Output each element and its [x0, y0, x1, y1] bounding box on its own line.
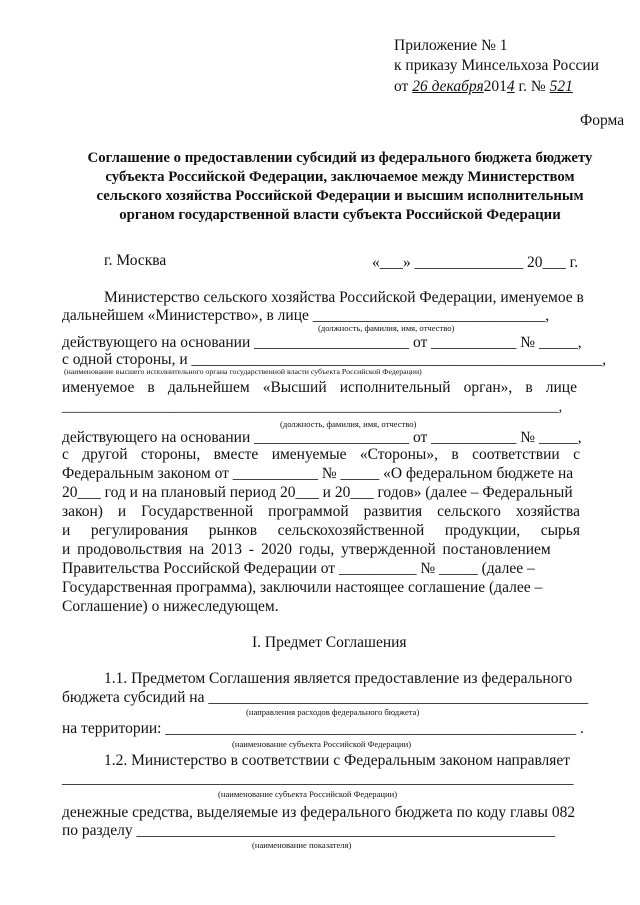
word: регулирования: [90, 522, 189, 539]
field-caption: (наименование показателя): [252, 840, 352, 850]
field-caption: (наименование высшего исполнительного органа государственной власти субъекта Российской Федерации): [64, 367, 422, 376]
word: стороны,: [140, 446, 201, 463]
word: Государственной: [141, 503, 254, 520]
word: вместе: [213, 446, 259, 463]
body-line: и продовольствия на 2013 - 2020 годы, утвержденной постановлением: [62, 541, 551, 558]
body-line: Правительства Российской Федерации от __________ № _____ (далее –: [62, 560, 535, 577]
word: развития: [363, 503, 423, 520]
body-line: дальнейшем «Министерство», в лице ______________________________,: [62, 307, 550, 324]
handwritten-year-digit: 4: [506, 78, 515, 95]
body-line: денежные средства, выделяемые из федерального бюджета по коду главы 082: [62, 804, 576, 821]
body-line: действующего на основании ____________________ от ___________ № _____,: [62, 334, 582, 351]
word: сырья: [540, 522, 580, 539]
body-line: Соглашение) о нижеследующем.: [62, 598, 279, 615]
word: рынков: [208, 522, 258, 539]
word: исполнительный: [339, 379, 451, 396]
word: другой: [82, 446, 128, 463]
word: закон): [62, 503, 103, 520]
word: в: [525, 379, 533, 396]
body-line: на территории: _____________________________________________________ .: [62, 720, 584, 737]
body-line-justified: [62, 522, 580, 540]
field-caption: (должность, фамилия, имя, отчество): [318, 323, 455, 333]
field-caption: (наименование субъекта Российской Федерации): [232, 739, 412, 749]
body-line: действующего на основании ____________________ от ___________ № _____,: [62, 429, 582, 446]
field-caption: (наименование субъекта Российской Федерации): [218, 789, 398, 799]
body-line: ______________________________________________________________________,: [62, 399, 563, 415]
word: хозяйства: [515, 503, 580, 520]
body-line: 1.1. Предметом Соглашения является предоставление из федерального: [104, 670, 573, 687]
word: соответствии: [472, 446, 560, 463]
order-date-line: [394, 78, 573, 96]
word: программой: [268, 503, 349, 520]
word: сельского: [437, 503, 501, 520]
word: лице: [545, 379, 577, 396]
order-reference-line: к приказу Минсельхоза России: [394, 57, 599, 74]
word: с: [62, 446, 69, 463]
word: дальнейшем: [167, 379, 250, 396]
word: с: [573, 446, 580, 463]
body-line-justified: [62, 446, 580, 464]
order-date-prefix: от: [394, 78, 409, 95]
handwritten-date: 26 декабря: [412, 78, 484, 95]
word: именуемое: [62, 379, 135, 396]
document-title-line-3: сельского хозяйства Российской Федерации и высшим исполнительным: [96, 188, 584, 204]
document-title-line-2: субъекта Российской Федерации, заключаемое между Министерством: [105, 169, 575, 185]
body-line: с одной стороны, и _____________________________________________________,: [62, 351, 607, 368]
body-line: по разделу ______________________________________________________: [62, 822, 556, 839]
handwritten-number: 521: [549, 78, 573, 95]
form-label: Форма: [580, 112, 625, 129]
body-line: __________________________________________________________________: [62, 770, 574, 787]
body-line: Государственная программа), заключили настоящее соглашение (далее –: [62, 579, 543, 596]
word: продукции,: [444, 522, 521, 539]
word: в: [147, 379, 155, 396]
body-line: 1.2. Министерство в соответствии с Федеральным законом направляет: [104, 752, 571, 769]
word: в: [451, 446, 459, 463]
order-number-label: г. №: [518, 78, 546, 95]
body-line: Министерство сельского хозяйства Российской Федерации, именуемое в: [104, 289, 584, 306]
field-caption: (должность, фамилия, имя, отчество): [280, 419, 417, 429]
word: сельскохозяйственной: [277, 522, 425, 539]
word: орган»,: [463, 379, 513, 396]
body-line-justified: [62, 379, 577, 397]
word: и: [117, 503, 127, 520]
body-line: 20___ год и на плановый период 20___ и 20___ годов» (далее – Федеральный: [62, 484, 573, 501]
word: «Высший: [262, 379, 327, 396]
section-heading: I. Предмет Соглашения: [252, 634, 407, 651]
body-line-justified: [62, 503, 580, 521]
place-of-signing: г. Москва: [104, 252, 167, 269]
appendix-line: Приложение № 1: [394, 37, 508, 54]
word: «Стороны»,: [359, 446, 438, 463]
body-line: бюджета субсидий на _________________________________________________: [62, 689, 589, 706]
date-blank: «___» ______________ 20___ г.: [372, 254, 579, 271]
word: именуемые: [271, 446, 347, 463]
document-title-line-4: органом государственной власти субъекта Российской Федерации: [119, 207, 561, 223]
field-caption: (направления расходов федерального бюджета): [246, 707, 420, 717]
word: и: [62, 522, 71, 539]
body-line: Федеральным законом от ___________ № _____ «О федеральном бюджете на: [62, 465, 574, 482]
order-year: 201: [483, 78, 507, 95]
document-title-line-1: Соглашение о предоставлении субсидий из федерального бюджета бюджету: [87, 150, 593, 166]
